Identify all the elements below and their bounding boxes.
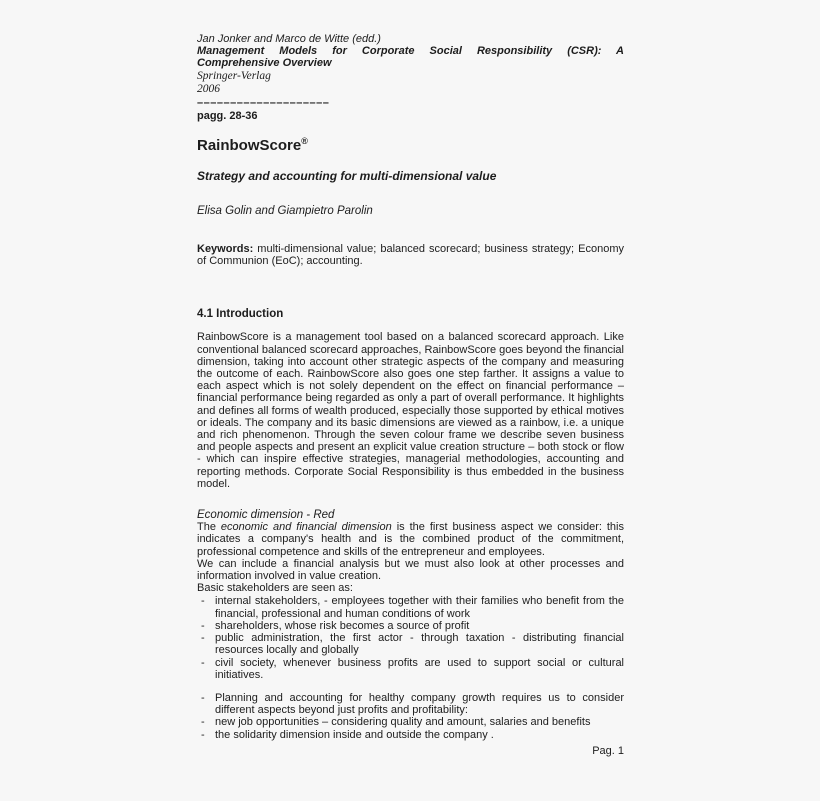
- page-number: Pag. 1: [592, 745, 624, 757]
- publisher: Springer-Verlag: [197, 69, 271, 82]
- list-item: [197, 595, 624, 619]
- list-item: [197, 692, 624, 716]
- registered-trademark-symbol: ®: [301, 135, 308, 146]
- list-item-text: Planning and accounting for healthy company growth requires us to consider different aspects beyond just profits and profitability:: [215, 691, 624, 717]
- dash-bullet: -: [201, 595, 205, 608]
- dash-bullet: -: [201, 632, 205, 645]
- economic-paragraph-1-post: is the first business aspect we consider: this indicates a company's health and is the combined product of the commitment, professional competence and skills of the entrepreneur and employees.: [197, 521, 624, 558]
- dash-bullet: -: [201, 619, 205, 632]
- dash-separator: ––––––––––––––––––––: [197, 96, 330, 109]
- publication-year: 2006: [197, 82, 220, 95]
- economic-dimension-term: economic and financial dimension: [220, 521, 392, 534]
- list-item-text: new job opportunities – considering quality and amount, salaries and benefits: [215, 716, 591, 729]
- economic-paragraph-1-pre: The: [197, 521, 221, 534]
- authors-line: Elisa Golin and Giampietro Parolin: [197, 204, 373, 217]
- economic-paragraph-2: We can include a financial analysis but we must also look at other processes and information involved in value creation.: [197, 557, 624, 583]
- section-heading-introduction: 4.1 Introduction: [197, 308, 284, 321]
- paper-subtitle: Strategy and accounting for multi-dimensional value: [197, 168, 497, 183]
- economic-paragraph-3: Basic stakeholders are seen as:: [197, 582, 353, 595]
- list-item-text: civil society, whenever business profits are used to support social or cultural initiatives.: [215, 656, 624, 681]
- dash-bullet: -: [201, 656, 205, 669]
- dash-bullet: -: [201, 728, 205, 741]
- economic-dimension-heading: Economic dimension - Red: [197, 509, 335, 522]
- page-range: pagg. 28-36: [197, 109, 258, 122]
- list-item-text: the solidarity dimension inside and outside the company .: [215, 728, 494, 741]
- planning-list: [197, 692, 624, 741]
- list-item: [197, 620, 624, 632]
- economic-paragraph-1: [197, 521, 624, 558]
- list-item: [197, 729, 624, 741]
- keywords-text: multi-dimensional value; balanced scorecard; business strategy; Economy of Communion (EoC); accounting.: [197, 243, 624, 268]
- list-item-text: shareholders, whose risk becomes a source of profit: [215, 619, 470, 632]
- book-title-line-2: Comprehensive Overview: [197, 57, 332, 70]
- document-page: [197, 33, 624, 741]
- keywords-label: Keywords:: [197, 243, 254, 256]
- list-item-text: internal stakeholders, - employees together with their families who benefit from the financial, professional and human conditions of work: [215, 595, 624, 620]
- list-item: [197, 657, 624, 681]
- list-item: [197, 632, 624, 656]
- list-item-text: public administration, the first actor - through taxation - distributing financial resources locally and globally: [215, 632, 624, 657]
- stakeholders-list: [197, 595, 624, 680]
- editors-line: Jan Jonker and Marco de Witte (edd.): [197, 33, 381, 45]
- keywords-paragraph: [197, 243, 624, 267]
- dash-bullet: -: [201, 691, 205, 704]
- dash-bullet: -: [201, 716, 205, 729]
- introduction-paragraph: RainbowScore is a management tool based on a balanced scorecard approach. Like conventional balanced scorecard approaches, RainbowScore goes beyond the financial dimension, taking into account other strategic aspects of the company and measuring the outcome of each. RainbowScore also goes one step farther. It assigns a value to each aspect which is not solely dependent on the effect on financial performance – financial performance being regarded as only a part of overall performance. It highlights and defines all forms of wealth produced, especially those supported by ethical motives or ideals. The company and its basic dimensions are viewed as a rainbow, i.e. a unique and rich phenomenon. Through the seven colour frame we describe seven business and people aspects and present an explicit value creation structure – both stock or flow - which can inspire effective strategies, managerial methodologies, accounting and reporting methods. Corporate Social Responsibility is thus embedded in the business model.: [197, 331, 624, 490]
- paper-title-text: RainbowScore: [197, 136, 302, 154]
- paper-title: [197, 137, 624, 154]
- list-item: [197, 716, 624, 728]
- book-title-line-1: Management Models for Corporate Social Responsibility (CSR): A: [197, 45, 624, 58]
- book-header: [197, 33, 624, 122]
